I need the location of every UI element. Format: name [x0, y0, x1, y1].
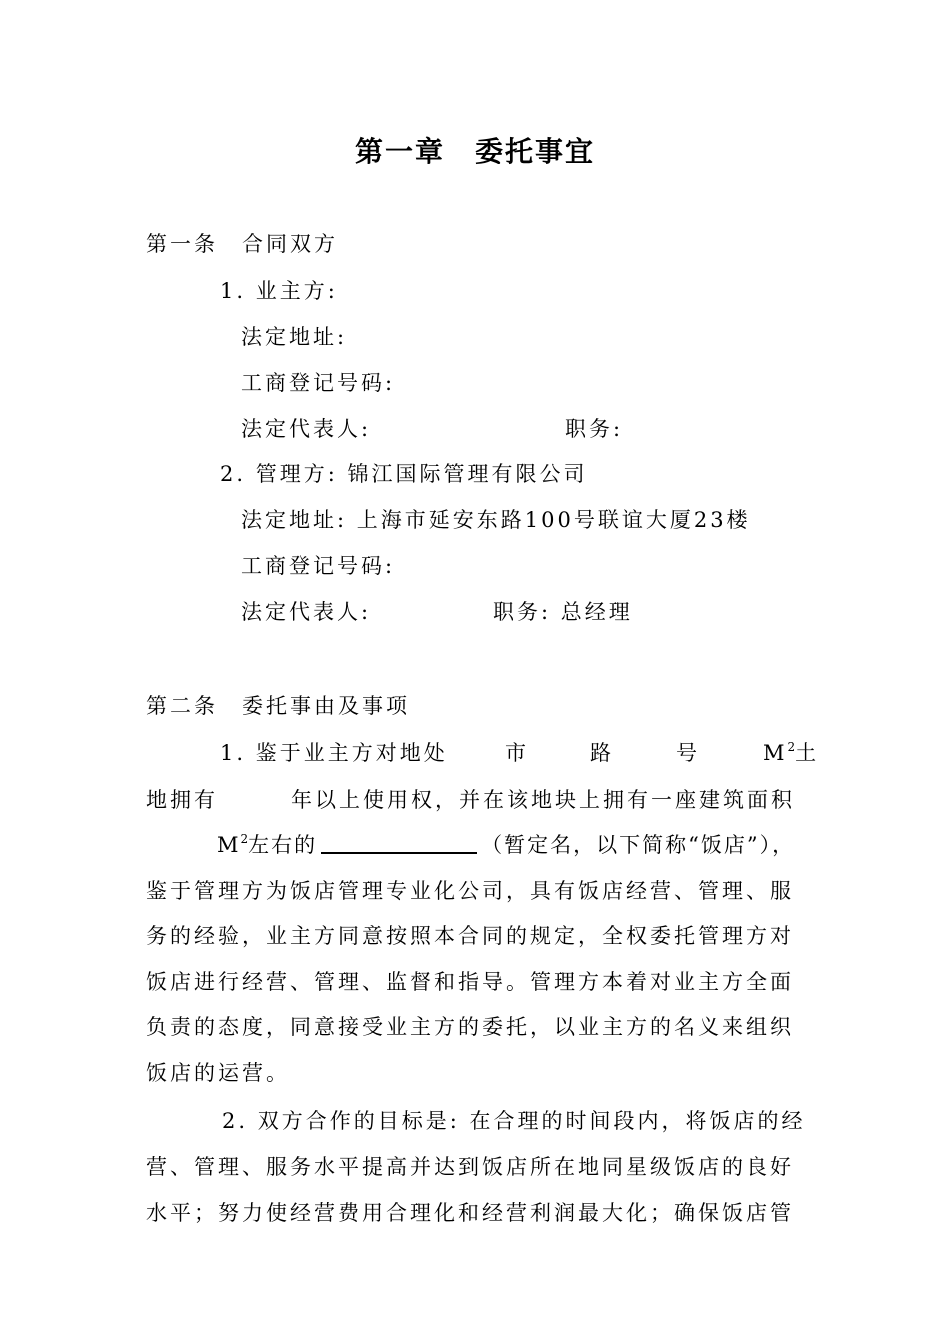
manager-address: 法定地址: 上海市延安东路100号联谊大厦23楼 [241, 508, 751, 532]
p1-line1-unit: M [763, 741, 788, 765]
owner-representative: 法定代表人: [241, 417, 372, 441]
p1-line8: 饭店的运营。 [146, 1061, 290, 1085]
manager-position: 职务: 总经理 [493, 600, 633, 624]
article-2-heading: 第二条 委托事由及事项 [146, 694, 410, 718]
article-1-heading: 第一条 合同双方 [146, 232, 338, 256]
owner-address: 法定地址: [241, 325, 348, 349]
p2-line1: 2. 双方合作的目标是: 在合理的时间段内，将饭店的经 [222, 1109, 806, 1133]
p1-line2-b: 年以上使用权，并在该地块上拥有一座建筑面积 [291, 788, 795, 812]
p1-line2-a: 地拥有 [146, 788, 218, 812]
p1-line1-unit-sup: 2 [787, 740, 796, 754]
p1-line3-unit-sup: 2 [240, 832, 249, 846]
owner-registration: 工商登记号码: [241, 371, 396, 395]
p1-line1-city: 市 [505, 741, 529, 765]
owner-label: 1. 业主方: [220, 279, 338, 303]
p1-line1-area [763, 739, 819, 767]
p2-line3: 水平；努力使经营费用合理化和经营利润最大化；确保饭店管 [146, 1201, 794, 1225]
p1-line3-unit: M [217, 833, 241, 857]
p2-line2: 营、管理、服务水平提高并达到饭店所在地同星级饭店的良好 [146, 1155, 794, 1179]
manager-representative: 法定代表人: [241, 600, 372, 624]
p1-line1-a: 1. 鉴于业主方对地处 [220, 741, 448, 765]
p1-line6: 饭店进行经营、管理、监督和指导。管理方本着对业主方全面 [146, 970, 794, 994]
manager-label: 2. 管理方: 锦江国际管理有限公司 [220, 462, 588, 486]
p1-line3 [217, 831, 795, 859]
manager-registration: 工商登记号码: [241, 554, 396, 578]
p1-line5: 务的经验，业主方同意按照本合同的规定，全权委托管理方对 [146, 924, 794, 948]
p1-line7: 负责的态度，同意接受业主方的委托，以业主方的名义来组织 [146, 1015, 794, 1039]
p1-line3-c: （暂定名，以下简称“饭店”）， [481, 833, 796, 857]
p1-line3-b: 左右的 [248, 833, 318, 857]
p1-line1-land: 土 [795, 741, 820, 765]
owner-position: 职务: [565, 417, 624, 441]
p1-line4: 鉴于管理方为饭店管理专业化公司，具有饭店经营、管理、服 [146, 879, 794, 903]
p1-line1-road: 路 [590, 741, 614, 765]
hotel-name-blank [321, 832, 477, 854]
p1-line1-number: 号 [676, 741, 700, 765]
chapter-title: 第一章 委托事宜 [354, 135, 595, 168]
